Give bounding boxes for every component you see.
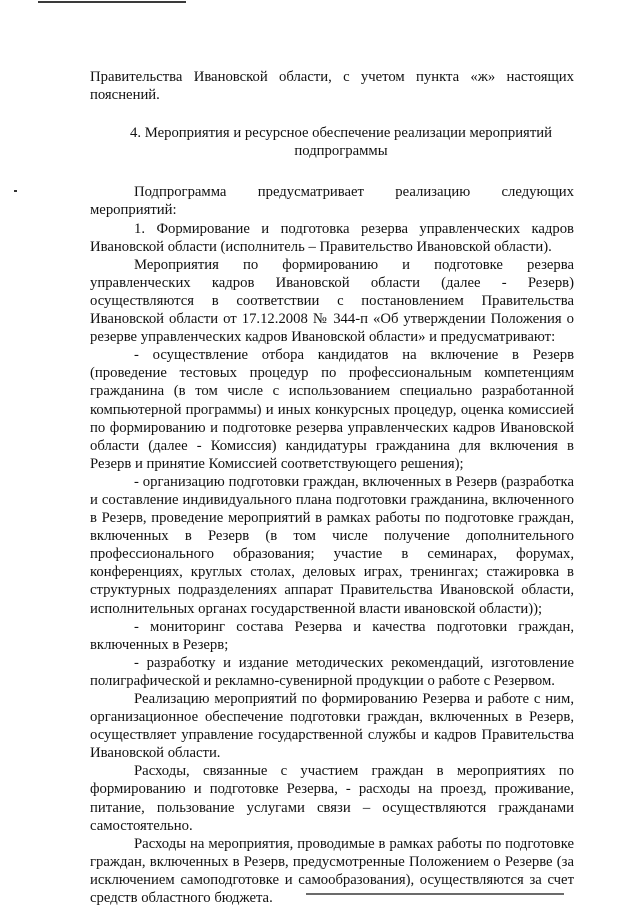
bullet-selection: - осуществление отбора кандидатов на включение в Резерв (проведение тестовых процедур по профессиональным компетенциям гражданина (в том числе с использованием специально разработанной компьютерной программы) и иных конкурсных процедур, оценка комиссией по формированию и подготовке резерва управленческих кадров Ивановской области (далее - Комиссия) кандидатуры гражданина для включения в Резерв и принятие Комиссией соответствующего решения);	[90, 347, 574, 472]
bullet-monitoring: - мониторинг состава Резерва и качества подготовки граждан, включенных в Резерв;	[90, 618, 574, 653]
paragraph-implementation: Реализацию мероприятий по формированию Резерва и работе с ним, организационное обеспечение подготовки граждан, включенных в Резерв, осуществляет управление государственной службы и кадров Правительства Ивановской области.	[90, 691, 574, 762]
section-heading: 4. Мероприятия и ресурсное обеспечение реализации мероприятий подпрограммы	[130, 125, 552, 160]
scan-artifact-top-line	[38, 1, 186, 3]
bullet-publications: - разработку и издание методических рекомендаций, изготовление полиграфической и рекламно-сувенирной продукции о работе с Резервом.	[90, 654, 574, 689]
paragraph-item-1: 1. Формирование и подготовка резерва управленческих кадров Ивановской области (исполнитель – Правительство Ивановской области).	[90, 220, 574, 255]
paragraph-self-expenses: Расходы, связанные с участием граждан в мероприятиях по формированию и подготовке Резерва, - расходы на проезд, проживание, питание, пользование услугами связи – осуществляются гражданами самостоятельно.	[90, 763, 574, 834]
scan-artifact-dot	[14, 190, 17, 192]
paragraph-intro: Подпрограмма предусматривает реализацию следующих мероприятий:	[90, 184, 574, 219]
paragraph-activities: Мероприятия по формированию и подготовке резерва управленческих кадров Ивановской области (далее - Резерв) осуществляются в соответствии с постановлением Правительства Ивановской области от 17.12.2008 № 344-п «Об утверждении Положения о резерве управленческих кадров Ивановской области» и предусматривают:	[90, 256, 574, 346]
document-page	[90, 68, 574, 907]
paragraph-continuation: Правительства Ивановской области, с учетом пункта «ж» настоящих пояснений.	[90, 69, 574, 104]
paragraph-budget-expenses: Расходы на мероприятия, проводимые в рамках работы по подготовке граждан, включенных в Резерв, предусмотренные Положением о Резерве (за исключением самоподготовке и самообразования), осуществляются за счет средств областного бюджета.	[90, 835, 574, 907]
scan-artifact-bottom-line	[306, 893, 564, 895]
bullet-training: - организацию подготовки граждан, включенных в Резерв (разработка и составление индивидуального плана подготовки гражданина, включенного в Резерв, проведение мероприятий в рамках работы по подготовке граждан, включенных в Резерв (в том числе получение дополнительного профессионального образования; участие в семинарах, форумах, конференциях, круглых столах, деловых играх, тренингах; стажировка в структурных подразделениях аппарат Правительства Ивановской области, исполнительных органах государственной власти ивановской области));	[90, 473, 574, 617]
